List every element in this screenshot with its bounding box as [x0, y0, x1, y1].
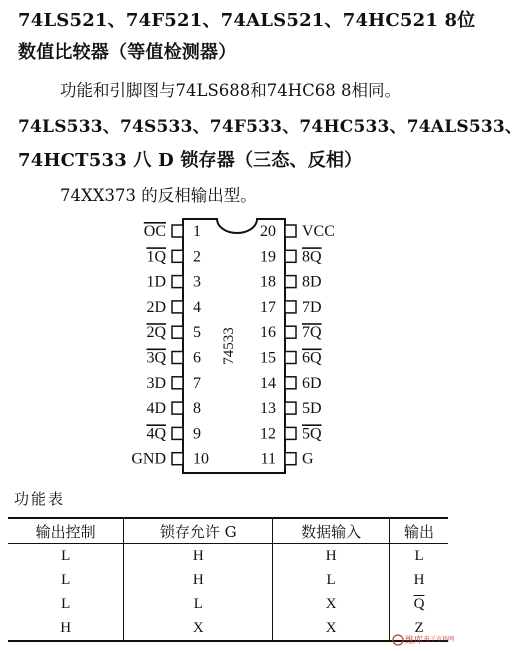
right-pin-group — [260, 223, 335, 468]
function-table-header-row — [8, 518, 448, 544]
pinout-diagram — [0, 205, 460, 480]
watermark-sub: 电子市场网 — [424, 636, 455, 643]
function-table — [8, 517, 448, 642]
table-cell: Z — [390, 616, 448, 641]
pin-17 — [260, 299, 322, 316]
table-cell: L — [61, 595, 71, 612]
pin-15 — [260, 350, 322, 367]
pin-19 — [260, 248, 322, 265]
pin-number: 7 — [193, 374, 201, 392]
pin-label: 5D — [302, 400, 322, 418]
table-cell: L — [124, 592, 273, 616]
table-row — [8, 592, 448, 616]
pin-2 — [146, 248, 201, 265]
pin-7 — [146, 375, 201, 392]
pin-number: 6 — [193, 349, 201, 367]
pin-8 — [146, 400, 201, 417]
table-row — [8, 544, 448, 569]
pin-number: 5 — [193, 324, 201, 342]
pin-label: 7Q — [302, 324, 322, 342]
pin-number: 4 — [193, 298, 201, 316]
pin-label: 3D — [146, 374, 166, 392]
pin-stub — [285, 377, 296, 389]
table-cell: H — [273, 544, 390, 569]
pin-label: GND — [131, 450, 166, 468]
pin-stub — [285, 402, 296, 414]
table-row — [8, 568, 448, 592]
pin-number: 9 — [193, 425, 201, 443]
pin-3 — [146, 274, 201, 291]
table-cell: X — [273, 616, 390, 641]
heading-line-1: 74LS521、74F521、74ALS521、74HC521 8位 — [18, 10, 476, 31]
table-cell: H — [124, 568, 273, 592]
pin-stub — [285, 301, 296, 313]
pin-number: 13 — [260, 400, 276, 418]
pin-label: 3Q — [146, 349, 166, 367]
pin-label: VCC — [302, 223, 335, 240]
pin-number: 17 — [260, 298, 276, 316]
pin-number: 2 — [193, 248, 201, 266]
pin-label: OC — [143, 223, 166, 240]
pin-label: 1Q — [146, 248, 166, 266]
pin-stub — [285, 225, 296, 237]
pin-number: 10 — [193, 450, 209, 468]
table-cell: $\overline{Q}$ — [390, 592, 448, 616]
pin-5 — [146, 324, 201, 341]
header-data-input: 数据输入 — [273, 518, 390, 544]
pin-stub — [172, 377, 183, 389]
pin-1 — [144, 223, 201, 240]
left-pin-group — [131, 223, 209, 468]
pin-16 — [260, 324, 322, 341]
pin-stub — [172, 453, 183, 465]
pin-stub — [172, 301, 183, 313]
pin-number: 20 — [260, 223, 276, 240]
table-cell: L — [390, 544, 448, 569]
function-table-title: 功能表 — [14, 490, 66, 508]
pin-label: 2Q — [146, 324, 166, 342]
table-cell: X — [124, 616, 273, 641]
pin-label: 7D — [302, 298, 322, 316]
pin-stub — [285, 427, 296, 439]
pin-stub — [285, 453, 296, 465]
table-row — [8, 616, 448, 641]
pin-label: 6D — [302, 374, 322, 392]
pin-11 — [261, 451, 314, 468]
pin-label: 1D — [146, 273, 166, 291]
pin-label: G — [302, 450, 314, 468]
function-table-body — [8, 544, 448, 642]
pin-label: 2D — [146, 298, 166, 316]
pin-number: 1 — [193, 223, 201, 240]
watermark-logo — [392, 633, 455, 647]
pin-14 — [260, 375, 322, 392]
table-cell: L — [61, 571, 71, 588]
pin-stub — [285, 326, 296, 338]
pin-stub — [172, 427, 183, 439]
table-cell: H — [390, 568, 448, 592]
pin-stub — [285, 250, 296, 262]
pin-stub — [285, 352, 296, 364]
pin-stub — [172, 225, 183, 237]
table-cell: H — [124, 544, 273, 569]
pin-13 — [260, 400, 322, 417]
pin-number: 16 — [260, 324, 276, 342]
section-title-line-1: 74LS533、74S533、74F533、74HC533、74ALS533、 — [18, 117, 522, 137]
pin-label: 4D — [146, 400, 166, 418]
pin-number: 18 — [260, 273, 276, 291]
pin-stub — [172, 250, 183, 262]
pin-number: 19 — [260, 248, 276, 266]
pin-4 — [146, 299, 201, 316]
pin-stub — [172, 402, 183, 414]
table-cell: H — [8, 616, 124, 641]
pin-number: 14 — [260, 374, 276, 392]
chip-part-number: 74533 — [221, 327, 237, 365]
pin-9 — [146, 425, 201, 442]
header-output: 输出 — [390, 518, 448, 544]
table-cell: L — [61, 547, 71, 564]
watermark-brand: 维库 — [405, 636, 424, 646]
pin-20 — [260, 223, 335, 240]
header-latch-enable: 锁存允许 G — [124, 518, 273, 544]
pin-label: 5Q — [302, 425, 322, 443]
table-cell: L — [273, 568, 390, 592]
pin-stub — [172, 276, 183, 288]
section-title-line-2: 74HCT533 八 D 锁存器（三态、反相） — [18, 150, 363, 171]
pin-label: 6Q — [302, 349, 322, 367]
pin-number: 11 — [260, 450, 276, 468]
table-cell: X — [273, 592, 390, 616]
pin-label: 8Q — [302, 248, 322, 266]
pin-number: 3 — [193, 273, 201, 291]
pin-stub — [172, 326, 183, 338]
pin-stub — [285, 276, 296, 288]
pin-number: 15 — [260, 349, 276, 367]
pin-10 — [131, 451, 209, 468]
pin-number: 8 — [193, 400, 201, 418]
paragraph-pin-compat: 功能和引脚图与74LS688和74HC68 8相同。 — [60, 81, 401, 100]
heading-line-2: 数值比较器（等值检测器） — [18, 42, 237, 63]
pin-stub — [172, 352, 183, 364]
header-output-control: 输出控制 — [8, 518, 124, 544]
pin-label: 4Q — [146, 425, 166, 443]
pin-number: 12 — [260, 425, 276, 443]
pin-18 — [260, 274, 322, 291]
pin-12 — [260, 425, 322, 442]
watermark-swirl-icon — [393, 635, 403, 645]
pin-6 — [146, 350, 201, 367]
pin-label: 8D — [302, 273, 322, 291]
paragraph-inverted-output: 74XX373 的反相输出型。 — [60, 186, 257, 205]
